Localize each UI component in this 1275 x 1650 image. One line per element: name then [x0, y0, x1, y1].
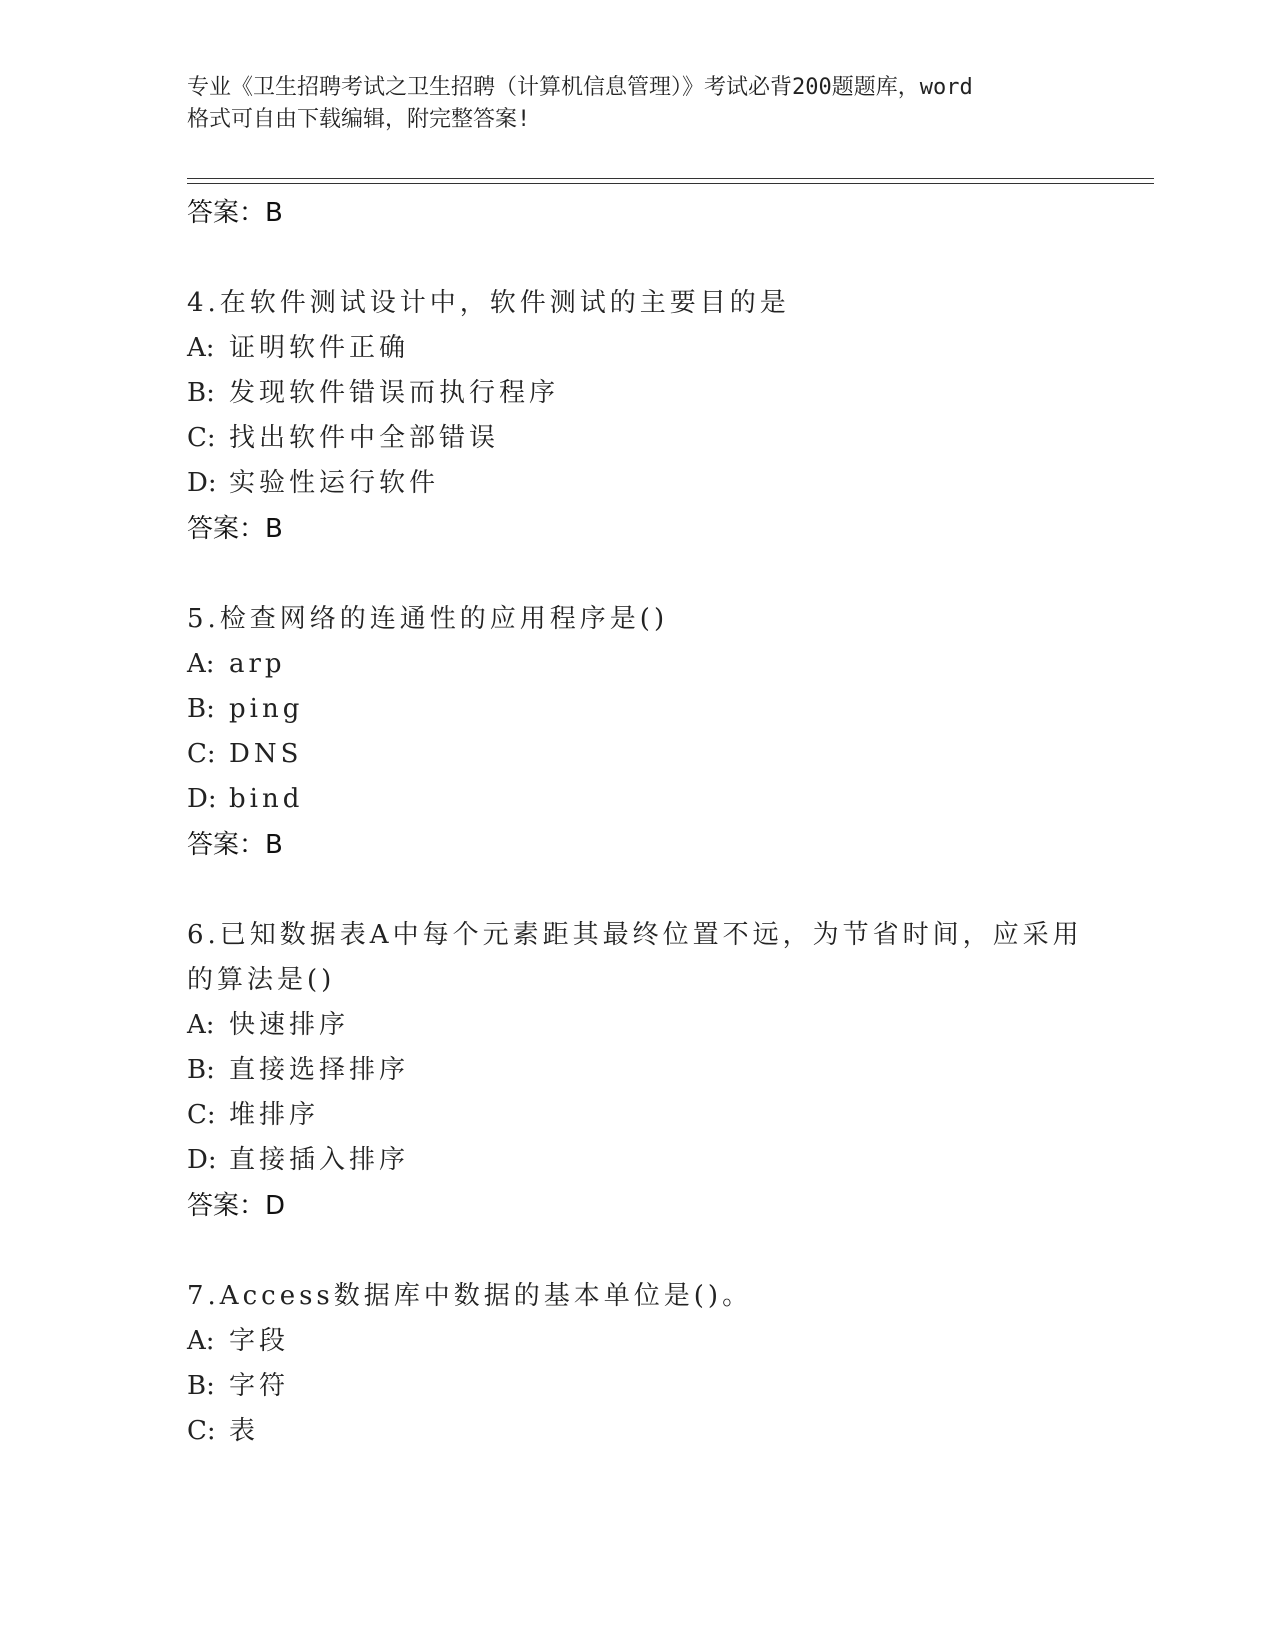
answer-line: 答案：B: [187, 514, 283, 544]
option-text: 字符: [229, 1371, 290, 1401]
option-text: 堆排序: [229, 1100, 320, 1130]
answer-line: 答案：B: [187, 830, 283, 860]
option-label: A:: [187, 649, 215, 679]
option-b: [187, 687, 1087, 732]
option-b: [187, 1364, 1087, 1409]
option-label: A:: [187, 333, 215, 363]
question-stem: 5.检查网络的连通性的应用程序是(): [187, 604, 669, 634]
option-c: [187, 732, 1087, 777]
header-line-1: 专业《卫生招聘考试之卫生招聘（计算机信息管理）》考试必背200题题库，word: [187, 75, 973, 100]
option-a: [187, 1319, 1087, 1364]
option-label: B:: [187, 378, 215, 408]
option-text: 字段: [229, 1326, 290, 1356]
option-label: C:: [187, 423, 216, 453]
option-d: [187, 461, 1087, 506]
option-label: C:: [187, 1100, 216, 1130]
question-stem-line-2: 的算法是(): [187, 965, 336, 995]
option-c: [187, 416, 1087, 461]
answer-line: 答案：B: [187, 198, 283, 228]
option-a: [187, 1003, 1087, 1048]
option-d: [187, 777, 1087, 822]
option-label: D:: [187, 1145, 217, 1175]
spacer: [187, 236, 1087, 281]
option-text: DNS: [229, 739, 303, 769]
option-c: [187, 1093, 1087, 1138]
option-text: 直接插入排序: [229, 1145, 410, 1175]
option-label: B:: [187, 694, 215, 724]
header-divider-top: [187, 178, 1154, 179]
option-label: C:: [187, 739, 216, 769]
option-c: [187, 1409, 1087, 1454]
question-stem-line-1: 6.已知数据表A中每个元素距其最终位置不远，为节省时间，应采用: [187, 920, 1083, 950]
option-label: D:: [187, 468, 217, 498]
option-text: 直接选择排序: [229, 1055, 410, 1085]
option-text: 快速排序: [229, 1010, 350, 1040]
option-b: [187, 1048, 1087, 1093]
spacer: [187, 552, 1087, 597]
header-line-2: 格式可自由下载编辑，附完整答案!: [187, 107, 531, 132]
option-text: arp: [229, 649, 286, 679]
option-label: C:: [187, 1416, 216, 1446]
option-label: B:: [187, 1055, 215, 1085]
question-4: [187, 281, 1087, 552]
option-text: 发现软件错误而执行程序: [229, 378, 560, 408]
option-d: [187, 1138, 1087, 1183]
question-6: [187, 913, 1087, 1229]
option-text: 实验性运行软件: [229, 468, 440, 498]
option-label: A:: [187, 1010, 215, 1040]
option-label: D:: [187, 784, 217, 814]
question-5: [187, 597, 1087, 868]
question-list: [187, 190, 1087, 1454]
option-text: 找出软件中全部错误: [229, 423, 500, 453]
option-text: bind: [229, 784, 304, 814]
header-divider-bottom: [187, 183, 1154, 184]
question-stem: 7.Access数据库中数据的基本单位是()。: [187, 1281, 753, 1311]
question-stem: 4.在软件测试设计中，软件测试的主要目的是: [187, 288, 790, 318]
option-a: [187, 642, 1087, 687]
option-b: [187, 371, 1087, 416]
option-label: A:: [187, 1326, 215, 1356]
option-text: 证明软件正确: [229, 333, 410, 363]
question-7: [187, 1274, 1087, 1454]
document-header: [187, 72, 1087, 136]
option-a: [187, 326, 1087, 371]
option-label: B:: [187, 1371, 215, 1401]
spacer: [187, 1229, 1087, 1274]
option-text: 表: [229, 1416, 260, 1446]
answer-line: 答案：D: [187, 1191, 286, 1221]
spacer: [187, 868, 1087, 913]
option-text: ping: [229, 694, 304, 724]
